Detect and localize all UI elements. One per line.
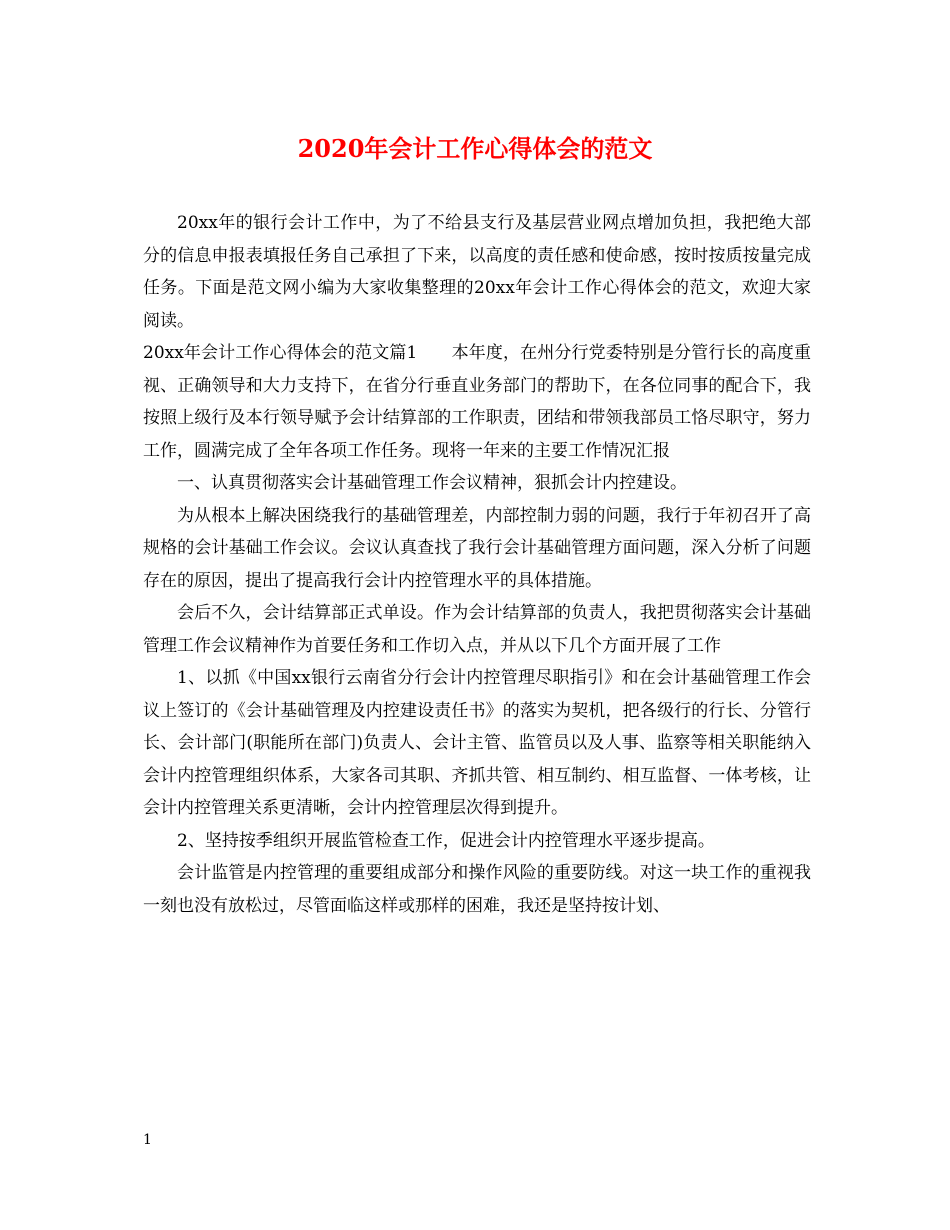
- paragraph-1: 20xx年的银行会计工作中，为了不给县支行及基层营业网点增加负担，我把绝大部分的信息申报表填报任务自己承担了下来，以高度的责任感和使命感，按时按质按量完成任务。下面是范文网小编为大家收集整理的20xx年会计工作心得体会的范文，欢迎大家阅读。: [143, 213, 811, 331]
- paragraph-8: 会计监管是内控管理的重要组成部分和操作风险的重要防线。对这一块工作的重视我一刻也没有放松过，尽管面临这样或那样的困难，我还是坚持按计划、: [143, 863, 811, 916]
- paragraph-2: 20xx年会计工作心得体会的范文篇1 本年度，在州分行党委特别是分管行长的高度重视、正确领导和大力支持下，在省分行垂直业务部门的帮助下，在各位同事的配合下，我按照上级行及本行领导赋予会计结算部的工作职责，团结和带领我部员工恪尽职守，努力工作，圆满完成了全年各项工作任务。现将一年来的主要工作情况汇报: [143, 343, 811, 461]
- paragraph-7: 2、坚持按季组织开展监管检查工作，促进会计内控管理水平逐步提高。: [177, 830, 715, 851]
- page-number: 1: [143, 1132, 152, 1148]
- document-body: [143, 207, 811, 922]
- paragraph-6: 1、以抓《中国xx银行云南省分行会计内控管理尽职指引》和在会计基础管理工作会议上签订的《会计基础管理及内控建设责任书》的落实为契机，把各级行的行长、分管行长、会计部门(职能所在部门)负责人、会计主管、监管员以及人事、监察等相关职能纳入会计内控管理组织体系，大家各司其职、齐抓共管、相互制约、相互监督、一体考核，让会计内控管理关系更清晰，会计内控管理层次得到提升。: [143, 668, 811, 818]
- paragraph-3: 一、认真贯彻落实会计基础管理工作会议精神，狠抓会计内控建设。: [177, 473, 687, 493]
- paragraph-4: 为从根本上解决困绕我行的基础管理差，内部控制力弱的问题，我行于年初召开了高规格的会计基础工作会议。会议认真查找了我行会计基础管理方面问题，深入分析了问题存在的原因，提出了提高我行会计内控管理水平的具体措施。: [143, 505, 811, 591]
- document-title: 2020年会计工作心得体会的范文: [297, 134, 653, 163]
- paragraph-5: 会后不久，会计结算部正式单设。作为会计结算部的负责人，我把贯彻落实会计基础管理工作会议精神作为首要任务和工作切入点，并从以下几个方面开展了工作: [143, 603, 811, 656]
